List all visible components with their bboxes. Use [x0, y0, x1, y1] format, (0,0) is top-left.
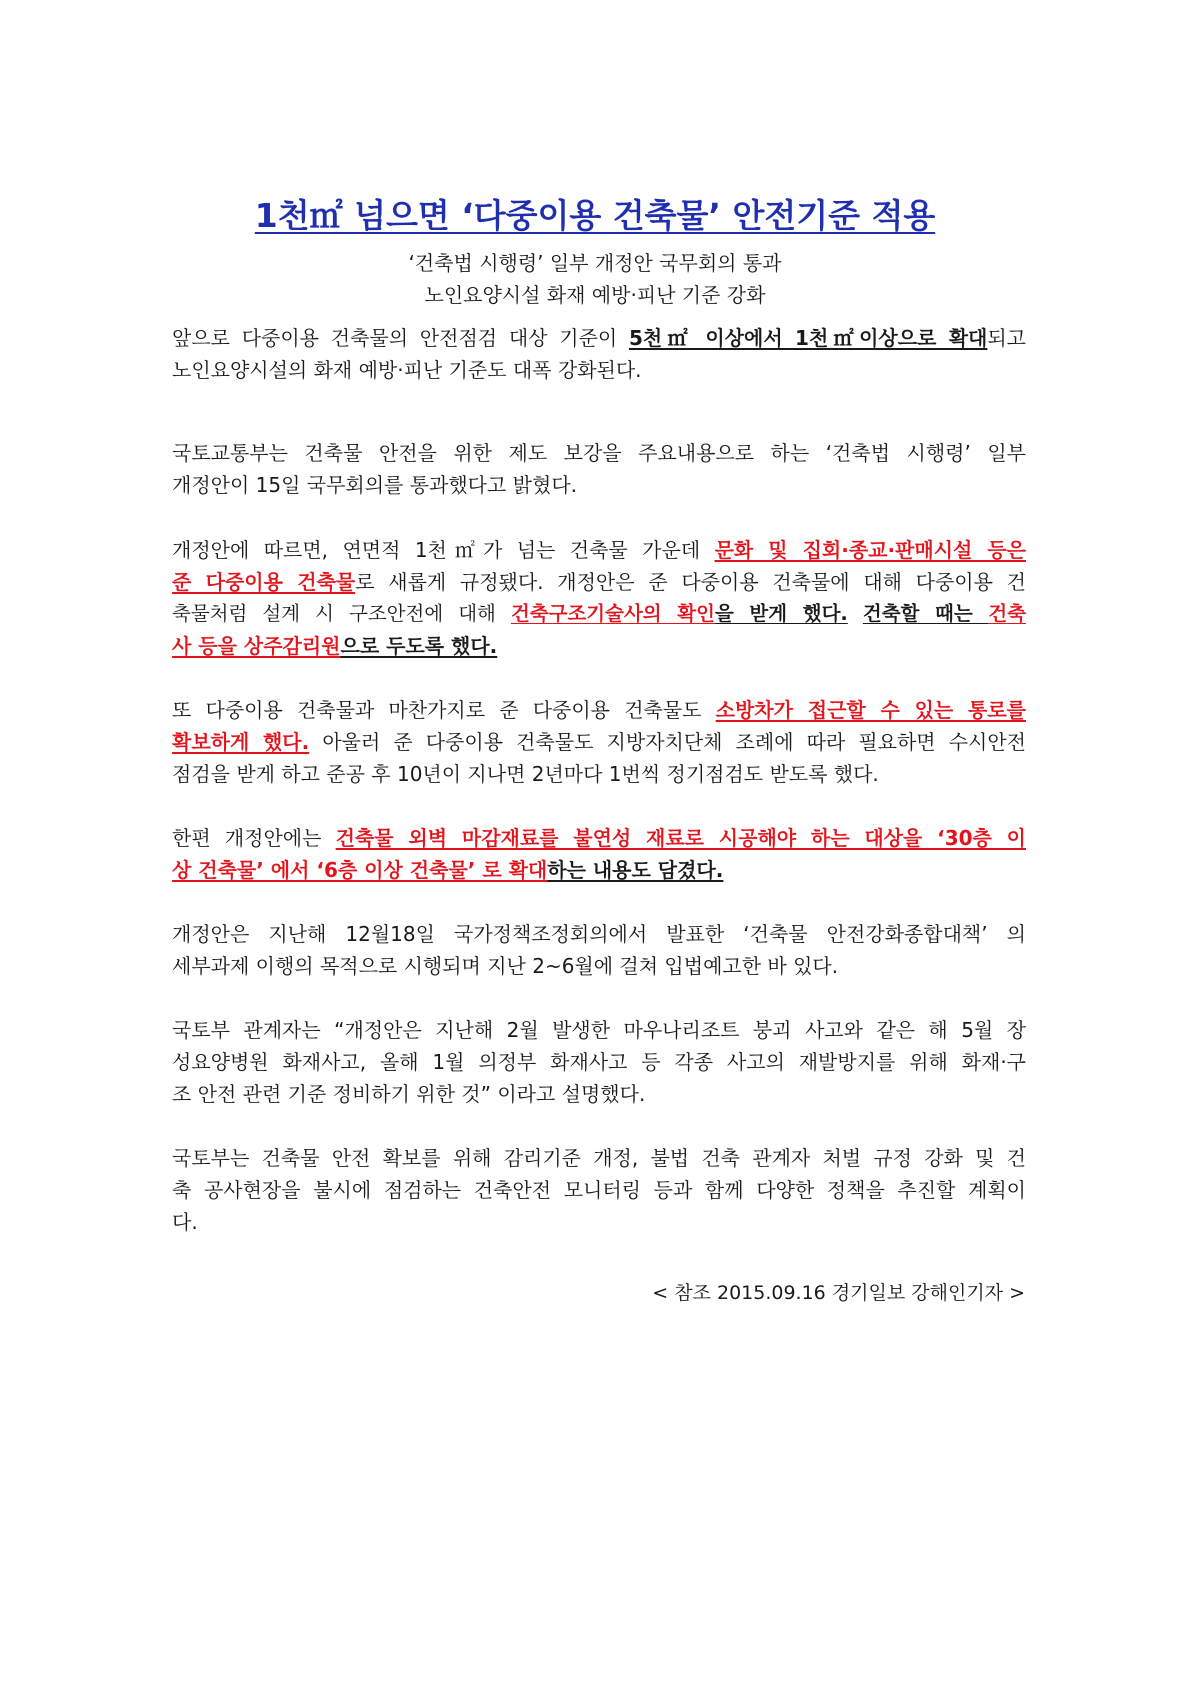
reference-note: < 참조 2015.09.16 경기일보 강해인기자 > — [652, 1282, 1025, 1304]
text-run — [848, 602, 863, 625]
highlight-run: 건축구조기술사의 확인 — [510, 602, 715, 625]
highlight-run: 소방차가 접근할 수 있는 통로를 — [715, 698, 1026, 722]
paragraph-7-line-1: 국토부 관계자는 “개정안은 지난해 2월 발생한 마우나리조트 붕괴 사고와 같은 해 5월 장 — [172, 1018, 1026, 1042]
highlight-run: 건축 — [988, 602, 1026, 625]
paragraph-4-line-2 — [172, 726, 1026, 758]
paragraph-6-line-2: 세부과제 이행의 목적으로 시행되며 지난 2~6월에 걸쳐 입법예고한 바 있다. — [172, 954, 839, 978]
paragraph-1 — [172, 322, 1026, 386]
highlight-run: 사 등을 상주감리원 — [172, 634, 341, 658]
paragraph-4-line-3: 점검을 받게 하고 준공 후 10년이 지나면 2년마다 1번씩 정기점검도 받도록 했다. — [172, 762, 879, 786]
highlight-run: 문화 및 집회·종교·판매시설 등은 — [714, 538, 1026, 562]
paragraph-1-line-1 — [172, 322, 1026, 354]
text-run: 앞으로 다중이용 건축물의 안전점검 대상 기준이 — [172, 326, 629, 350]
emphasis-run: 하는 내용도 담겼다. — [547, 858, 724, 882]
highlight-run: 건축물 외벽 마감재료를 불연성 재료로 시공해야 하는 대상을 ‘30층 이 — [335, 826, 1026, 850]
paragraph-8-line-3: 다. — [172, 1210, 198, 1234]
highlight-run: 상 건축물’ 에서 ‘6층 이상 건축물’ 로 확대 — [172, 858, 548, 882]
paragraph-3-line-3 — [172, 598, 1026, 630]
paragraph-7 — [172, 1014, 1026, 1110]
subtitle-1: ‘건축법 시행령’ 일부 개정안 국무회의 통과 — [408, 251, 782, 275]
emphasis-run: 건축할 때는 — [862, 602, 989, 625]
text-run: 개정안에 따르면, 연면적 1천㎡가 넘는 건축물 가운데 — [172, 538, 715, 562]
paragraph-8-line-1: 국토부는 건축물 안전 확보를 위해 감리기준 개정, 불법 건축 관계자 처벌 규정 강화 및 건 — [172, 1146, 1026, 1170]
paragraph-7-line-2: 성요양병원 화재사고, 올해 1월 의정부 화재사고 등 각종 사고의 재발방지를 위해 화재·구 — [172, 1050, 1026, 1074]
text-run: 로 새롭게 규정됐다. 개정안은 준 다중이용 건축물에 대해 다중이용 건 — [355, 570, 1026, 594]
paragraph-3-line-4 — [172, 630, 1026, 662]
paragraph-2 — [172, 437, 1026, 501]
paragraph-8 — [172, 1142, 1026, 1238]
paragraph-5-line-2 — [172, 854, 1026, 886]
paragraph-3 — [172, 534, 1026, 662]
text-run: 한편 개정안에는 — [172, 826, 336, 850]
paragraph-4 — [172, 694, 1026, 790]
paragraph-7-line-3: 조 안전 관련 기준 정비하기 위한 것” 이라고 설명했다. — [172, 1082, 646, 1106]
highlight-run: 확보하게 했다. — [172, 730, 310, 754]
highlight-run: 준 다중이용 건축물 — [172, 570, 356, 594]
text-run: 아울러 준 다중이용 건축물도 지방자치단체 조례에 따라 필요하면 수시안전 — [309, 730, 1026, 754]
paragraph-3-line-2 — [172, 566, 1026, 598]
emphasis-run: 을 받게 했다. — [714, 602, 848, 625]
paragraph-5 — [172, 822, 1026, 886]
paragraph-8-line-2: 축 공사현장을 불시에 점검하는 건축안전 모니터링 등과 함께 다양한 정책을 추진할 계획이 — [172, 1178, 1026, 1202]
emphasis-run: 으로 두도록 했다. — [340, 634, 498, 658]
paragraph-2-line-2: 개정안이 15일 국무회의를 통과했다고 밝혔다. — [172, 473, 577, 497]
paragraph-6 — [172, 918, 1026, 982]
paragraph-3-line-1 — [172, 534, 1026, 566]
text-run: 되고 — [987, 326, 1026, 350]
paragraph-6-line-1: 개정안은 지난해 12월18일 국가정책조정회의에서 발표한 ‘건축물 안전강화종합대책’ 의 — [172, 922, 1026, 946]
paragraph-2-line-1: 국토교통부는 건축물 안전을 위한 제도 보강을 주요내용으로 하는 ‘건축법 시행령’ 일부 — [172, 441, 1026, 465]
subtitle-2: 노인요양시설 화재 예방·피난 기준 강화 — [424, 283, 766, 307]
page-title: 1천㎡ 넘으면 ‘다중이용 건축물’ 안전기준 적용 — [254, 196, 936, 235]
paragraph-4-line-1 — [172, 694, 1026, 726]
paragraph-5-line-1 — [172, 822, 1026, 854]
text-run: 또 다중이용 건축물과 마찬가지로 준 다중이용 건축물도 — [172, 698, 716, 722]
emphasis-run: 5천㎡ 이상에서 1천㎡이상으로 확대 — [628, 326, 988, 350]
paragraph-1-line-2: 노인요양시설의 화재 예방·피난 기준도 대폭 강화된다. — [172, 358, 642, 382]
text-run: 축물처럼 설계 시 구조안전에 대해 — [172, 602, 511, 625]
